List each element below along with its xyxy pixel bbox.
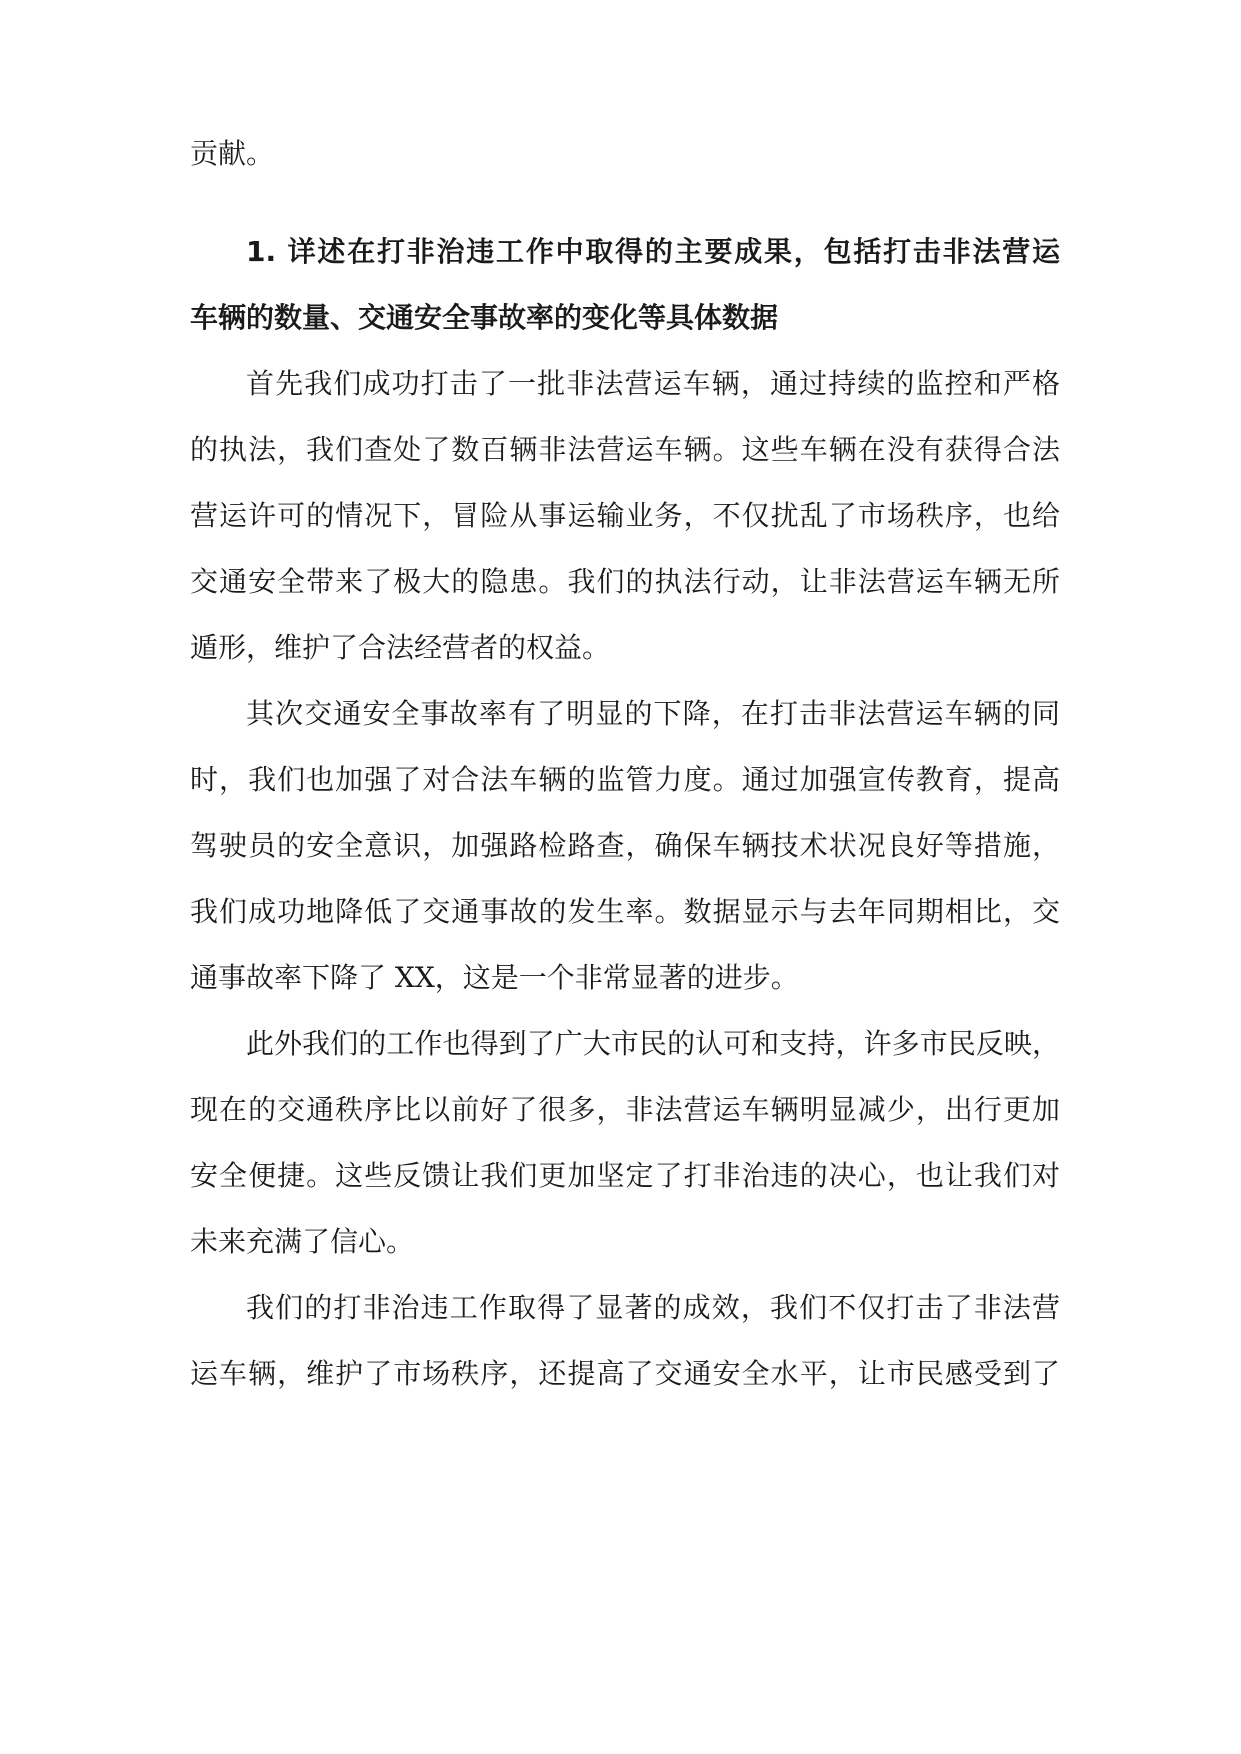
text-line: 时，我们也加强了对合法车辆的监管力度。通过加强宣传教育，提高 [190,763,1060,796]
text-line: 营运许可的情况下，冒险从事运输业务，不仅扰乱了市场秩序，也给 [190,499,1060,532]
text-line: 现在的交通秩序比以前好了很多，非法营运车辆明显减少，出行更加 [190,1093,1060,1126]
text-line: 此外我们的工作也得到了广大市民的认可和支持，许多市民反映， [246,1027,1060,1060]
text-line: 我们的打非治违工作取得了显著的成效，我们不仅打击了非法营 [246,1291,1060,1324]
text-line: 未来充满了信心。 [190,1225,415,1258]
text-line: 首先我们成功打击了一批非法营运车辆，通过持续的监控和严格 [246,367,1060,400]
text-line: 通事故率下降了 XX，这是一个非常显著的进步。 [190,961,799,994]
text-line: 贡献。 [190,137,275,170]
text-line: 安全便捷。这些反馈让我们更加坚定了打非治违的决心，也让我们对 [190,1159,1060,1192]
text-line: 我们成功地降低了交通事故的发生率。数据显示与去年同期相比，交 [190,895,1060,928]
text-line: 其次交通安全事故率有了明显的下降，在打击非法营运车辆的同 [246,697,1060,730]
text-line: 运车辆，维护了市场秩序，还提高了交通安全水平，让市民感受到了 [190,1357,1060,1390]
text-line: 交通安全带来了极大的隐患。我们的执法行动，让非法营运车辆无所 [190,565,1060,598]
section-heading-line: 车辆的数量、交通安全事故率的变化等具体数据 [190,301,779,334]
section-heading-line: 1. 详述在打非治违工作中取得的主要成果，包括打击非法营运 [246,235,1060,268]
text-line: 遁形，维护了合法经营者的权益。 [190,631,611,664]
text-line: 的执法，我们查处了数百辆非法营运车辆。这些车辆在没有获得合法 [190,433,1060,466]
text-line: 驾驶员的安全意识，加强路检路查，确保车辆技术状况良好等措施， [190,829,1060,862]
